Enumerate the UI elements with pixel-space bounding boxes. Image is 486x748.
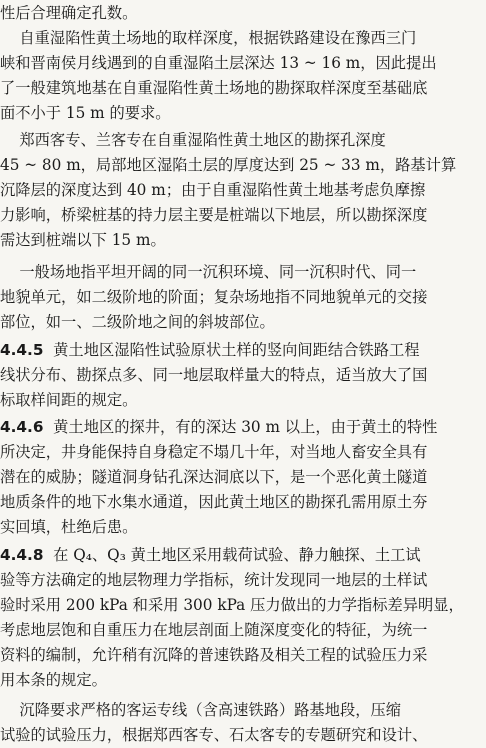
clause-4-4-6-line	[0, 417, 482, 437]
text-line: 试验的试验压力，根据郑西客专、石太客专的专题研究和设计、	[0, 726, 428, 744]
text-line: 自重湿陷性黄土场地的取样深度，根据铁路建设在豫西三门	[0, 29, 417, 47]
text-line: 地质条件的地下水集水通道，因此黄土地区的勘探孔需用原土夯	[0, 493, 428, 511]
text-line: 验等方法确定的地层物理力学指标，统计发现同一地层的土样试	[0, 571, 428, 589]
text-line: 了一般建筑地基在自重湿陷性黄土场地的勘探取样深度至基础底	[0, 79, 428, 97]
text-line: 沉降层的深度达到 40 m；由于自重湿陷性黄土地基考虑负摩擦	[0, 181, 426, 199]
text-line: 实回填，杜绝后患。	[0, 518, 138, 536]
clause-text: 在 Q₄、Q₃ 黄土地区采用载荷试验、静力触探、土工试	[43, 546, 421, 564]
text-line: 45 ~ 80 m，局部地区湿陷土层的厚度达到 25 ~ 33 m，路基计算	[0, 156, 457, 174]
clause-number: 4.4.8	[0, 546, 44, 564]
text-line: 性后合理确定孔数。	[0, 4, 138, 22]
text-line: 考虑地层饱和自重压力在地层剖面上随深度变化的特征，为统一	[0, 621, 428, 639]
text-line: 资料的编制，允许稍有沉降的普速铁路及相关工程的试验压力采	[0, 646, 428, 664]
clause-number: 4.4.6	[0, 418, 44, 436]
text-line: 面不小于 15 m 的要求。	[0, 104, 171, 122]
text-line: 标取样间距的规定。	[0, 391, 138, 409]
text-line: 部位，如一、二级阶地之间的斜坡部位。	[0, 313, 275, 331]
text-line: 地貌单元，如二级阶地的阶面；复杂场地指不同地貌单元的交接	[0, 288, 428, 306]
text-line: 沉降要求严格的客运专线（含高速铁路）路基地段，压缩	[0, 701, 402, 719]
clause-text: 黄土地区的探井，有的深达 30 m 以上，由于黄土的特性	[43, 418, 438, 436]
clause-number: 4.4.5	[0, 341, 44, 359]
text-line: 力影响，桥梁桩基的持力层主要是桩端以下地层，所以勘探深度	[0, 206, 428, 224]
text-line: 验时采用 200 kPa 和采用 300 kPa 压力做出的力学指标差异明显，	[0, 596, 464, 614]
text-line: 用本条的规定。	[0, 671, 107, 689]
text-line: 线状分布、勘探点多、同一地层取样量大的特点，适当放大了国	[0, 366, 428, 384]
text-line: 潜在的威胁；隧道洞身钻孔深达洞底以下，是一个恶化黄土隧道	[0, 468, 428, 486]
text-line: 郑西客专、兰客专在自重湿陷性黄土地区的勘探孔深度	[0, 131, 386, 149]
text-line: 一般场地指平坦开阔的同一沉积环境、同一沉积时代、同一	[0, 263, 417, 281]
clause-4-4-8-line	[0, 545, 482, 565]
text-line: 峡和晋南侯月线遇到的自重湿陷土层深达 13 ~ 16 m，因此提出	[0, 54, 437, 72]
text-line: 需达到桩端以下 15 m。	[0, 231, 166, 249]
clause-4-4-5-line	[0, 340, 482, 360]
clause-text: 黄土地区湿陷性试验原状土样的竖向间距结合铁路工程	[43, 341, 420, 359]
text-line: 所决定，井身能保持自身稳定不塌几十年，对当地人畜安全具有	[0, 443, 428, 461]
